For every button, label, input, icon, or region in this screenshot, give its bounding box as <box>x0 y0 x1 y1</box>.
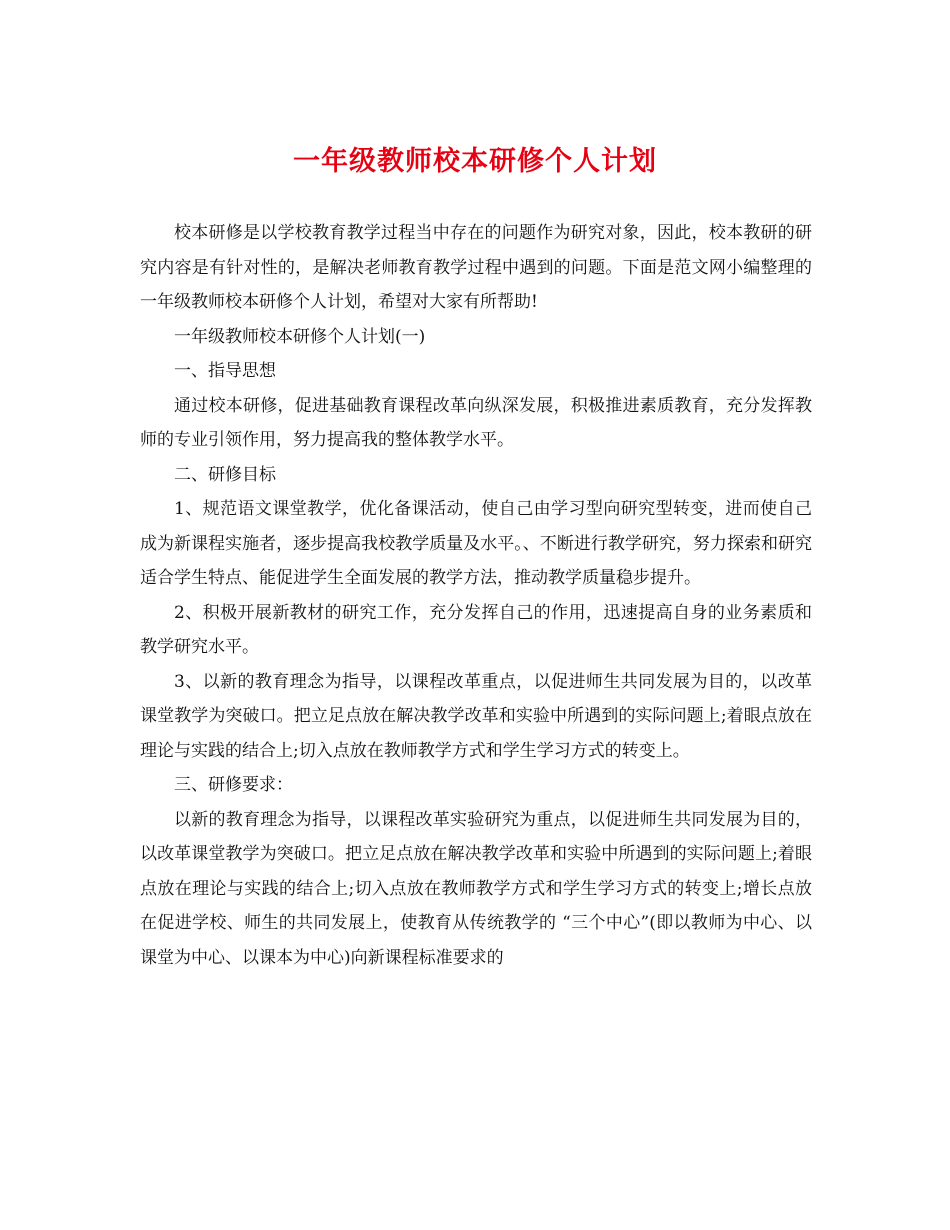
paragraph-plan-heading: 一年级教师校本研修个人计划(一) <box>174 326 426 347</box>
paragraph-section-3-heading: 三、研修要求： <box>174 775 293 795</box>
paragraph-section-3-body: 以新的教育理念为指导，以课程改革实验研究为重点，以促进师生共同发展为目的，以改革课堂教学为突破口。把立足点放在解决教学改革和实验中所遇到的实际问题上;着眼点放在理论与实践的结合上;切入点放在教师教学方式和学生学习方式的转变上;增长点放在促进学校、师生的共同发展上，使教育从传统教学的 “三个中心”(即以教师为中心、以课堂为中心、以课本为中心)向新课程标准要求的 <box>140 809 812 968</box>
paragraph-goal-2: 2、积极开展新教材的研究工作，充分发挥自己的作用，迅速提高自身的业务素质和教学研究水平。 <box>140 602 812 657</box>
paragraph-goal-3: 3、以新的教育理念为指导，以课程改革重点，以促进师生共同发展为目的，以改革课堂教学为突破口。把立足点放在解决教学改革和实验中所遇到的实际问题上;着眼点放在理论与实践的结合上;切入点放在教师教学方式和学生学习方式的转变上。 <box>140 671 812 761</box>
paragraph-section-1-heading: 一、指导思想 <box>174 361 276 381</box>
paragraph-intro: 校本研修是以学校教育教学过程当中存在的问题作为研究对象，因此，校本教研的研究内容是有针对性的，是解决老师教育教学过程中遇到的问题。下面是范文网小编整理的一年级教师校本研修个人计划，希望对大家有所帮助! <box>140 223 812 312</box>
document-body <box>140 216 812 975</box>
document-title: 一年级教师校本研修个人计划 <box>293 146 657 177</box>
paragraph-section-1-body: 通过校本研修，促进基础教育课程改革向纵深发展，积极推进素质教育，充分发挥教师的专业引领作用，努力提高我的整体教学水平。 <box>140 395 812 450</box>
paragraph-goal-1: 1、规范语文课堂教学，优化备课活动，使自己由学习型向研究型转变，进而使自己成为新课程实施者，逐步提高我校教学质量及水平。、不断进行教学研究，努力探索和研究适合学生特点、能促进学生全面发展的教学方法，推动教学质量稳步提升。 <box>140 499 812 588</box>
paragraph-section-2-heading: 二、研修目标 <box>174 464 276 485</box>
